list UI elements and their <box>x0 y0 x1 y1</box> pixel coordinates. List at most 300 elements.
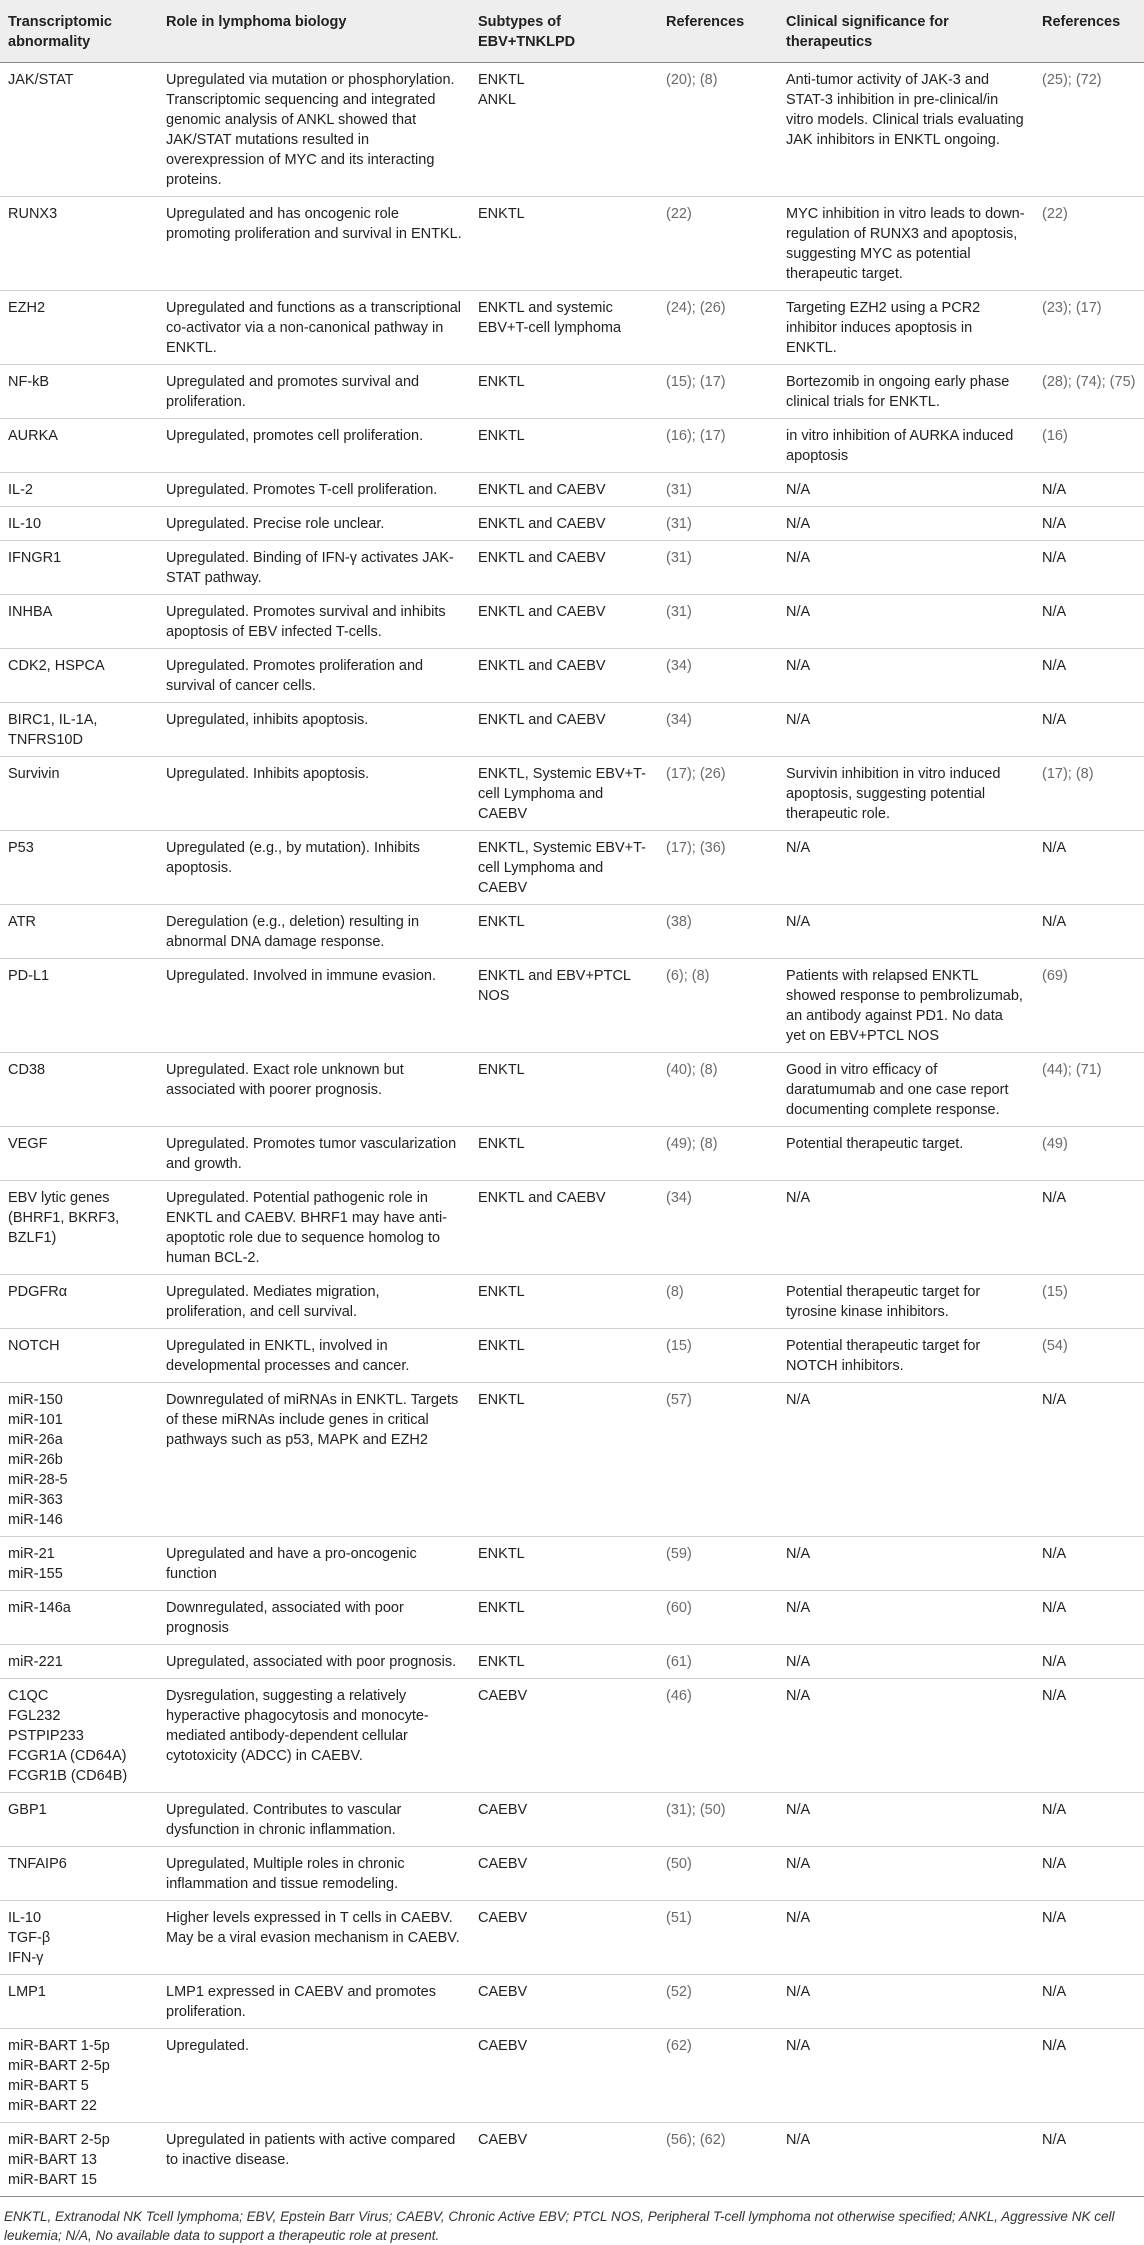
cell-abnormality-line: TNFAIP6 <box>8 1856 67 1872</box>
cell-subtypes-line: CAEBV <box>478 2038 528 2054</box>
cell-role: Upregulated. Promotes survival and inhibits apoptosis of EBV infected T-cells. <box>158 595 470 649</box>
cell-subtypes <box>470 365 658 419</box>
table-row <box>0 2029 1144 2123</box>
cell-references: (31); (50) <box>658 1793 778 1847</box>
cell-abnormality-line: miR-BART 2-5p <box>8 2132 110 2148</box>
cell-references: (50) <box>658 1847 778 1901</box>
cell-clinical-significance: N/A <box>778 1181 1034 1275</box>
cell-role: Upregulated. Exact role unknown but associated with poorer prognosis. <box>158 1053 470 1127</box>
cell-abnormality <box>0 63 158 197</box>
cell-references-clinical: N/A <box>1034 473 1144 507</box>
cell-clinical-significance: N/A <box>778 649 1034 703</box>
cell-references: (31) <box>658 595 778 649</box>
cell-subtypes-line: CAEBV <box>478 1910 528 1926</box>
cell-clinical-significance: N/A <box>778 2029 1034 2123</box>
cell-subtypes <box>470 1975 658 2029</box>
cell-subtypes-line: ENKTL and CAEBV <box>478 604 606 620</box>
cell-references: (17); (36) <box>658 831 778 905</box>
table-row <box>0 1975 1144 2029</box>
cell-clinical-significance: N/A <box>778 1383 1034 1537</box>
cell-references-clinical: N/A <box>1034 649 1144 703</box>
cell-abnormality-line: EZH2 <box>8 300 46 316</box>
cell-abnormality-line: AURKA <box>8 428 58 444</box>
cell-role: Upregulated. Promotes proliferation and survival of cancer cells. <box>158 649 470 703</box>
cell-subtypes <box>470 1181 658 1275</box>
cell-abnormality-line: Survivin <box>8 766 60 782</box>
cell-subtypes <box>470 649 658 703</box>
cell-references-clinical: N/A <box>1034 1793 1144 1847</box>
cell-references: (40); (8) <box>658 1053 778 1127</box>
cell-references-clinical: N/A <box>1034 831 1144 905</box>
cell-references: (62) <box>658 2029 778 2123</box>
cell-references: (49); (8) <box>658 1127 778 1181</box>
cell-subtypes-line: ENKTL <box>478 1546 525 1562</box>
cell-role: Upregulated, associated with poor prognosis. <box>158 1645 470 1679</box>
cell-abnormality-line: IFNGR1 <box>8 550 62 566</box>
cell-references-clinical: (17); (8) <box>1034 757 1144 831</box>
header-references: References <box>658 0 778 63</box>
header-abnormality: Transcriptomic abnormality <box>0 0 158 63</box>
cell-role: Upregulated in patients with active compared to inactive disease. <box>158 2123 470 2197</box>
cell-subtypes-line: ENKTL and CAEBV <box>478 658 606 674</box>
cell-abnormality-line: miR-21 <box>8 1546 55 1562</box>
table-row <box>0 1591 1144 1645</box>
cell-subtypes <box>470 703 658 757</box>
cell-subtypes <box>470 419 658 473</box>
cell-abnormality <box>0 2029 158 2123</box>
cell-role: Upregulated. Inhibits apoptosis. <box>158 757 470 831</box>
cell-abnormality <box>0 905 158 959</box>
cell-role: Upregulated, Multiple roles in chronic inflammation and tissue remodeling. <box>158 1847 470 1901</box>
table-row <box>0 365 1144 419</box>
cell-abnormality-line: EBV lytic genes (BHRF1, BKRF3, BZLF1) <box>8 1190 120 1246</box>
cell-references: (22) <box>658 197 778 291</box>
cell-abnormality-line: miR-221 <box>8 1654 63 1670</box>
cell-references: (20); (8) <box>658 63 778 197</box>
cell-references-clinical: N/A <box>1034 1679 1144 1793</box>
cell-abnormality <box>0 1383 158 1537</box>
cell-abnormality-line: ATR <box>8 914 36 930</box>
table-row <box>0 1383 1144 1537</box>
cell-abnormality-line: miR-150 <box>8 1392 63 1408</box>
cell-clinical-significance: N/A <box>778 541 1034 595</box>
table-row <box>0 1053 1144 1127</box>
cell-abnormality <box>0 1847 158 1901</box>
cell-clinical-significance: Potential therapeutic target for NOTCH inhibitors. <box>778 1329 1034 1383</box>
table-body <box>0 63 1144 2197</box>
cell-role: Upregulated. Mediates migration, proliferation, and cell survival. <box>158 1275 470 1329</box>
cell-abnormality-line: PSTPIP233 <box>8 1728 84 1744</box>
cell-abnormality-line: JAK/STAT <box>8 72 74 88</box>
cell-abnormality-line: miR-26a <box>8 1432 63 1448</box>
table-row <box>0 595 1144 649</box>
cell-subtypes <box>470 959 658 1053</box>
cell-clinical-significance: N/A <box>778 1679 1034 1793</box>
cell-references: (46) <box>658 1679 778 1793</box>
cell-abnormality <box>0 2123 158 2197</box>
cell-subtypes <box>470 291 658 365</box>
cell-subtypes-line: ENKTL <box>478 374 525 390</box>
cell-subtypes <box>470 1645 658 1679</box>
cell-role: Higher levels expressed in T cells in CAEBV. May be a viral evasion mechanism in CAEBV. <box>158 1901 470 1975</box>
cell-subtypes-line: ENKTL <box>478 1338 525 1354</box>
cell-abnormality-line: CD38 <box>8 1062 46 1078</box>
header-references-clinical: References <box>1034 0 1144 63</box>
cell-role: Downregulated, associated with poor prognosis <box>158 1591 470 1645</box>
cell-subtypes <box>470 541 658 595</box>
cell-abnormality <box>0 595 158 649</box>
cell-references: (34) <box>658 649 778 703</box>
cell-abnormality-line: miR-28-5 <box>8 1472 68 1488</box>
cell-abnormality-line: miR-BART 13 <box>8 2152 97 2168</box>
cell-subtypes <box>470 1383 658 1537</box>
cell-clinical-significance: N/A <box>778 1901 1034 1975</box>
cell-subtypes-line: ENKTL and CAEBV <box>478 550 606 566</box>
cell-references: (31) <box>658 507 778 541</box>
cell-subtypes <box>470 831 658 905</box>
cell-abnormality <box>0 1975 158 2029</box>
cell-references-clinical: N/A <box>1034 703 1144 757</box>
cell-subtypes-line: ANKL <box>478 92 516 108</box>
table-row <box>0 1537 1144 1591</box>
cell-clinical-significance: N/A <box>778 831 1034 905</box>
table-row <box>0 959 1144 1053</box>
table-row <box>0 703 1144 757</box>
cell-abnormality-line: miR-146a <box>8 1600 71 1616</box>
cell-references-clinical: N/A <box>1034 1591 1144 1645</box>
cell-references: (57) <box>658 1383 778 1537</box>
cell-references-clinical: N/A <box>1034 1975 1144 2029</box>
cell-abnormality-line: IL-2 <box>8 482 33 498</box>
cell-subtypes-line: CAEBV <box>478 2132 528 2148</box>
cell-references-clinical: N/A <box>1034 2029 1144 2123</box>
table-row <box>0 419 1144 473</box>
cell-subtypes-line: ENKTL, Systemic EBV+T-cell Lymphoma and CAEBV <box>478 840 647 896</box>
cell-abnormality-line: LMP1 <box>8 1984 46 2000</box>
cell-subtypes-line: ENKTL <box>478 1654 525 1670</box>
table-row <box>0 1679 1144 1793</box>
table-row <box>0 1847 1144 1901</box>
cell-role: Upregulated. <box>158 2029 470 2123</box>
cell-abnormality <box>0 541 158 595</box>
cell-references-clinical: N/A <box>1034 595 1144 649</box>
cell-clinical-significance: Survivin inhibition in vitro induced apoptosis, suggesting potential therapeutic role. <box>778 757 1034 831</box>
cell-references: (61) <box>658 1645 778 1679</box>
cell-subtypes-line: ENKTL <box>478 1062 525 1078</box>
table-row <box>0 1275 1144 1329</box>
cell-subtypes <box>470 63 658 197</box>
cell-abnormality-line: miR-363 <box>8 1492 63 1508</box>
table-footnote: ENKTL, Extranodal NK Tcell lymphoma; EBV, Epstein Barr Virus; CAEBV, Chronic Active EBV; PTCL NOS, Peripheral T-cell lymphoma not otherwise specified; ANKL, Aggressive NK cell leukemia; N/A, No available data to support a therapeutic role at present. <box>4 2209 1115 2243</box>
cell-references: (59) <box>658 1537 778 1591</box>
cell-role: Upregulated. Potential pathogenic role in ENKTL and CAEBV. BHRF1 may have anti-apoptotic role due to sequence homolog to human BCL-2. <box>158 1181 470 1275</box>
cell-abnormality <box>0 831 158 905</box>
cell-role: Downregulated of miRNAs in ENKTL. Targets of these miRNAs include genes in critical pathways such as p53, MAPK and EZH2 <box>158 1383 470 1537</box>
cell-references: (56); (62) <box>658 2123 778 2197</box>
cell-references-clinical: (23); (17) <box>1034 291 1144 365</box>
cell-subtypes <box>470 757 658 831</box>
cell-abnormality-line: IL-10 <box>8 1910 42 1926</box>
cell-abnormality <box>0 703 158 757</box>
cell-abnormality-line: INHBA <box>8 604 53 620</box>
cell-role: Upregulated, promotes cell proliferation. <box>158 419 470 473</box>
cell-abnormality-line: PD-L1 <box>8 968 50 984</box>
cell-role: Upregulated and functions as a transcriptional co-activator via a non-canonical pathway in ENKTL. <box>158 291 470 365</box>
cell-clinical-significance: N/A <box>778 473 1034 507</box>
cell-clinical-significance: MYC inhibition in vitro leads to down-regulation of RUNX3 and apoptosis, suggesting MYC as potential therapeutic target. <box>778 197 1034 291</box>
cell-subtypes-line: ENKTL <box>478 428 525 444</box>
table-row <box>0 905 1144 959</box>
cell-clinical-significance: N/A <box>778 507 1034 541</box>
cell-references: (51) <box>658 1901 778 1975</box>
cell-clinical-significance: N/A <box>778 595 1034 649</box>
cell-abnormality <box>0 291 158 365</box>
cell-subtypes <box>470 2029 658 2123</box>
table-row <box>0 541 1144 595</box>
table-row <box>0 1901 1144 1975</box>
cell-references: (8) <box>658 1275 778 1329</box>
cell-role: Upregulated. Involved in immune evasion. <box>158 959 470 1053</box>
cell-subtypes <box>470 197 658 291</box>
cell-references: (24); (26) <box>658 291 778 365</box>
cell-subtypes-line: ENKTL <box>478 206 525 222</box>
cell-abnormality-line: miR-146 <box>8 1512 63 1528</box>
cell-role: Upregulated. Promotes tumor vascularization and growth. <box>158 1127 470 1181</box>
cell-role: Upregulated (e.g., by mutation). Inhibits apoptosis. <box>158 831 470 905</box>
cell-role: Upregulated in ENKTL, involved in developmental processes and cancer. <box>158 1329 470 1383</box>
cell-references: (17); (26) <box>658 757 778 831</box>
cell-role: Upregulated and have a pro-oncogenic function <box>158 1537 470 1591</box>
cell-clinical-significance: N/A <box>778 1847 1034 1901</box>
cell-abnormality <box>0 1537 158 1591</box>
cell-abnormality <box>0 419 158 473</box>
cell-references-clinical: N/A <box>1034 1901 1144 1975</box>
cell-references: (15); (17) <box>658 365 778 419</box>
cell-subtypes-line: ENKTL and EBV+PTCL NOS <box>478 968 631 1004</box>
cell-abnormality-line: VEGF <box>8 1136 48 1152</box>
cell-abnormality <box>0 649 158 703</box>
cell-references: (34) <box>658 1181 778 1275</box>
cell-subtypes-line: ENKTL and CAEBV <box>478 516 606 532</box>
cell-references: (31) <box>658 473 778 507</box>
table-row <box>0 63 1144 197</box>
cell-references-clinical: (25); (72) <box>1034 63 1144 197</box>
cell-role: Upregulated via mutation or phosphorylation. Transcriptomic sequencing and integrated genomic analysis of ANKL showed that JAK/STAT mutations resulted in overexpression of MYC and its interacting proteins. <box>158 63 470 197</box>
table-row <box>0 831 1144 905</box>
cell-abnormality-line: FCGR1B (CD64B) <box>8 1768 128 1784</box>
cell-references-clinical: (15) <box>1034 1275 1144 1329</box>
cell-abnormality-line: IFN-γ <box>8 1950 44 1966</box>
cell-clinical-significance: N/A <box>778 703 1034 757</box>
cell-abnormality <box>0 1329 158 1383</box>
cell-abnormality <box>0 1127 158 1181</box>
cell-subtypes-line: ENKTL and CAEBV <box>478 1190 606 1206</box>
cell-clinical-significance: Potential therapeutic target. <box>778 1127 1034 1181</box>
cell-clinical-significance: Targeting EZH2 using a PCR2 inhibitor induces apoptosis in ENKTL. <box>778 291 1034 365</box>
cell-subtypes-line: ENKTL <box>478 1392 525 1408</box>
cell-references-clinical: N/A <box>1034 1537 1144 1591</box>
cell-subtypes-line: CAEBV <box>478 1688 528 1704</box>
cell-abnormality-line: miR-101 <box>8 1412 63 1428</box>
cell-abnormality-line: FCGR1A (CD64A) <box>8 1748 127 1764</box>
cell-abnormality-line: miR-26b <box>8 1452 63 1468</box>
cell-abnormality-line: miR-155 <box>8 1566 63 1582</box>
cell-role: LMP1 expressed in CAEBV and promotes proliferation. <box>158 1975 470 2029</box>
cell-role: Dysregulation, suggesting a relatively hyperactive phagocytosis and monocyte-mediated antibody-dependent cellular cytotoxicity (ADCC) in CAEBV. <box>158 1679 470 1793</box>
cell-clinical-significance: N/A <box>778 1975 1034 2029</box>
table-header-row <box>0 0 1144 63</box>
cell-abnormality <box>0 1793 158 1847</box>
cell-subtypes <box>470 1847 658 1901</box>
cell-abnormality <box>0 1679 158 1793</box>
cell-references-clinical: (49) <box>1034 1127 1144 1181</box>
header-subtypes: Subtypes of EBV+TNKLPD <box>470 0 658 63</box>
cell-subtypes <box>470 1537 658 1591</box>
cell-abnormality <box>0 959 158 1053</box>
cell-clinical-significance: N/A <box>778 1793 1034 1847</box>
cell-clinical-significance: N/A <box>778 1645 1034 1679</box>
cell-abnormality-line: NF-kB <box>8 374 50 390</box>
cell-references: (60) <box>658 1591 778 1645</box>
cell-subtypes-line: ENKTL and CAEBV <box>478 482 606 498</box>
cell-subtypes-line: ENKTL, Systemic EBV+T-cell Lymphoma and CAEBV <box>478 766 647 822</box>
cell-clinical-significance: Potential therapeutic target for tyrosine kinase inhibitors. <box>778 1275 1034 1329</box>
cell-references: (52) <box>658 1975 778 2029</box>
cell-abnormality <box>0 507 158 541</box>
cell-clinical-significance: N/A <box>778 2123 1034 2197</box>
cell-abnormality <box>0 1053 158 1127</box>
header-role: Role in lymphoma biology <box>158 0 470 63</box>
cell-abnormality-line: CDK2, HSPCA <box>8 658 105 674</box>
cell-role: Upregulated. Contributes to vascular dysfunction in chronic inflammation. <box>158 1793 470 1847</box>
cell-subtypes <box>470 1793 658 1847</box>
cell-subtypes-line: ENKTL <box>478 1136 525 1152</box>
cell-subtypes-line: CAEBV <box>478 1984 528 2000</box>
table-row <box>0 1645 1144 1679</box>
cell-abnormality-line: miR-BART 5 <box>8 2078 89 2094</box>
cell-abnormality <box>0 1181 158 1275</box>
cell-subtypes-line: ENKTL and CAEBV <box>478 712 606 728</box>
cell-abnormality-line: miR-BART 22 <box>8 2098 97 2114</box>
cell-role: Upregulated, inhibits apoptosis. <box>158 703 470 757</box>
table-row <box>0 1793 1144 1847</box>
cell-subtypes <box>470 2123 658 2197</box>
table-row <box>0 1127 1144 1181</box>
cell-subtypes <box>470 1127 658 1181</box>
cell-abnormality <box>0 473 158 507</box>
cell-subtypes <box>470 1901 658 1975</box>
cell-references-clinical: N/A <box>1034 905 1144 959</box>
cell-clinical-significance: N/A <box>778 1537 1034 1591</box>
cell-abnormality-line: BIRC1, IL-1A, TNFRS10D <box>8 712 98 748</box>
cell-subtypes-line: ENKTL <box>478 1600 525 1616</box>
table-row <box>0 507 1144 541</box>
cell-clinical-significance: Good in vitro efficacy of daratumumab and one case report documenting complete response. <box>778 1053 1034 1127</box>
cell-subtypes-line: CAEBV <box>478 1856 528 1872</box>
cell-subtypes <box>470 1053 658 1127</box>
cell-subtypes-line: ENKTL <box>478 1284 525 1300</box>
cell-subtypes <box>470 1679 658 1793</box>
table-row <box>0 1329 1144 1383</box>
cell-references-clinical: (28); (74); (75) <box>1034 365 1144 419</box>
cell-role: Upregulated and promotes survival and proliferation. <box>158 365 470 419</box>
cell-references-clinical: N/A <box>1034 1847 1144 1901</box>
cell-references: (38) <box>658 905 778 959</box>
cell-abnormality-line: RUNX3 <box>8 206 58 222</box>
cell-references-clinical: N/A <box>1034 1181 1144 1275</box>
cell-references-clinical: (69) <box>1034 959 1144 1053</box>
cell-subtypes <box>470 1591 658 1645</box>
cell-role: Upregulated and has oncogenic role promoting proliferation and survival in ENTKL. <box>158 197 470 291</box>
cell-abnormality-line: C1QC <box>8 1688 49 1704</box>
cell-role: Upregulated. Binding of IFN-γ activates JAK-STAT pathway. <box>158 541 470 595</box>
cell-subtypes-line: ENKTL and systemic EBV+T-cell lymphoma <box>478 300 622 336</box>
cell-clinical-significance: in vitro inhibition of AURKA induced apoptosis <box>778 419 1034 473</box>
cell-clinical-significance: N/A <box>778 905 1034 959</box>
cell-abnormality-line: TGF-β <box>8 1930 51 1946</box>
cell-abnormality-line: miR-BART 2-5p <box>8 2058 110 2074</box>
header-clinical-significance: Clinical significance for therapeutics <box>778 0 1034 63</box>
cell-references: (15) <box>658 1329 778 1383</box>
cell-clinical-significance: N/A <box>778 1591 1034 1645</box>
cell-abnormality <box>0 757 158 831</box>
cell-clinical-significance: Anti-tumor activity of JAK-3 and STAT-3 inhibition in pre-clinical/in vitro models. Clinical trials evaluating JAK inhibitors in ENKTL ongoing. <box>778 63 1034 197</box>
cell-subtypes <box>470 905 658 959</box>
cell-references: (16); (17) <box>658 419 778 473</box>
cell-abnormality <box>0 1275 158 1329</box>
cell-references: (34) <box>658 703 778 757</box>
cell-role: Upregulated. Promotes T-cell proliferation. <box>158 473 470 507</box>
cell-abnormality <box>0 1591 158 1645</box>
cell-role: Deregulation (e.g., deletion) resulting in abnormal DNA damage response. <box>158 905 470 959</box>
cell-subtypes <box>470 595 658 649</box>
cell-abnormality-line: miR-BART 1-5p <box>8 2038 110 2054</box>
cell-abnormality-line: P53 <box>8 840 34 856</box>
cell-abnormality-line: IL-10 <box>8 516 42 532</box>
cell-references-clinical: N/A <box>1034 1383 1144 1537</box>
table-row <box>0 197 1144 291</box>
table-row <box>0 2123 1144 2197</box>
cell-subtypes <box>470 473 658 507</box>
table-row <box>0 1181 1144 1275</box>
cell-references-clinical: (54) <box>1034 1329 1144 1383</box>
cell-subtypes-line: CAEBV <box>478 1802 528 1818</box>
cell-references-clinical: N/A <box>1034 1645 1144 1679</box>
cell-abnormality-line: miR-BART 15 <box>8 2172 97 2188</box>
cell-references-clinical: (22) <box>1034 197 1144 291</box>
cell-abnormality-line: PDGFRα <box>8 1284 68 1300</box>
cell-references: (31) <box>658 541 778 595</box>
table-row <box>0 649 1144 703</box>
cell-subtypes <box>470 1329 658 1383</box>
cell-role: Upregulated. Precise role unclear. <box>158 507 470 541</box>
cell-references-clinical: N/A <box>1034 2123 1144 2197</box>
cell-references: (6); (8) <box>658 959 778 1053</box>
cell-references-clinical: (16) <box>1034 419 1144 473</box>
cell-subtypes-line: ENKTL <box>478 914 525 930</box>
cell-clinical-significance: Patients with relapsed ENKTL showed response to pembrolizumab, an antibody against PD1. No data yet on EBV+PTCL NOS <box>778 959 1034 1053</box>
table-row <box>0 473 1144 507</box>
cell-references-clinical: (44); (71) <box>1034 1053 1144 1127</box>
cell-clinical-significance: Bortezomib in ongoing early phase clinical trials for ENKTL. <box>778 365 1034 419</box>
cell-subtypes <box>470 1275 658 1329</box>
cell-abnormality <box>0 1901 158 1975</box>
cell-abnormality-line: FGL232 <box>8 1708 61 1724</box>
cell-subtypes-line: ENKTL <box>478 72 525 88</box>
table-row <box>0 291 1144 365</box>
cell-references-clinical: N/A <box>1034 541 1144 595</box>
cell-abnormality <box>0 365 158 419</box>
